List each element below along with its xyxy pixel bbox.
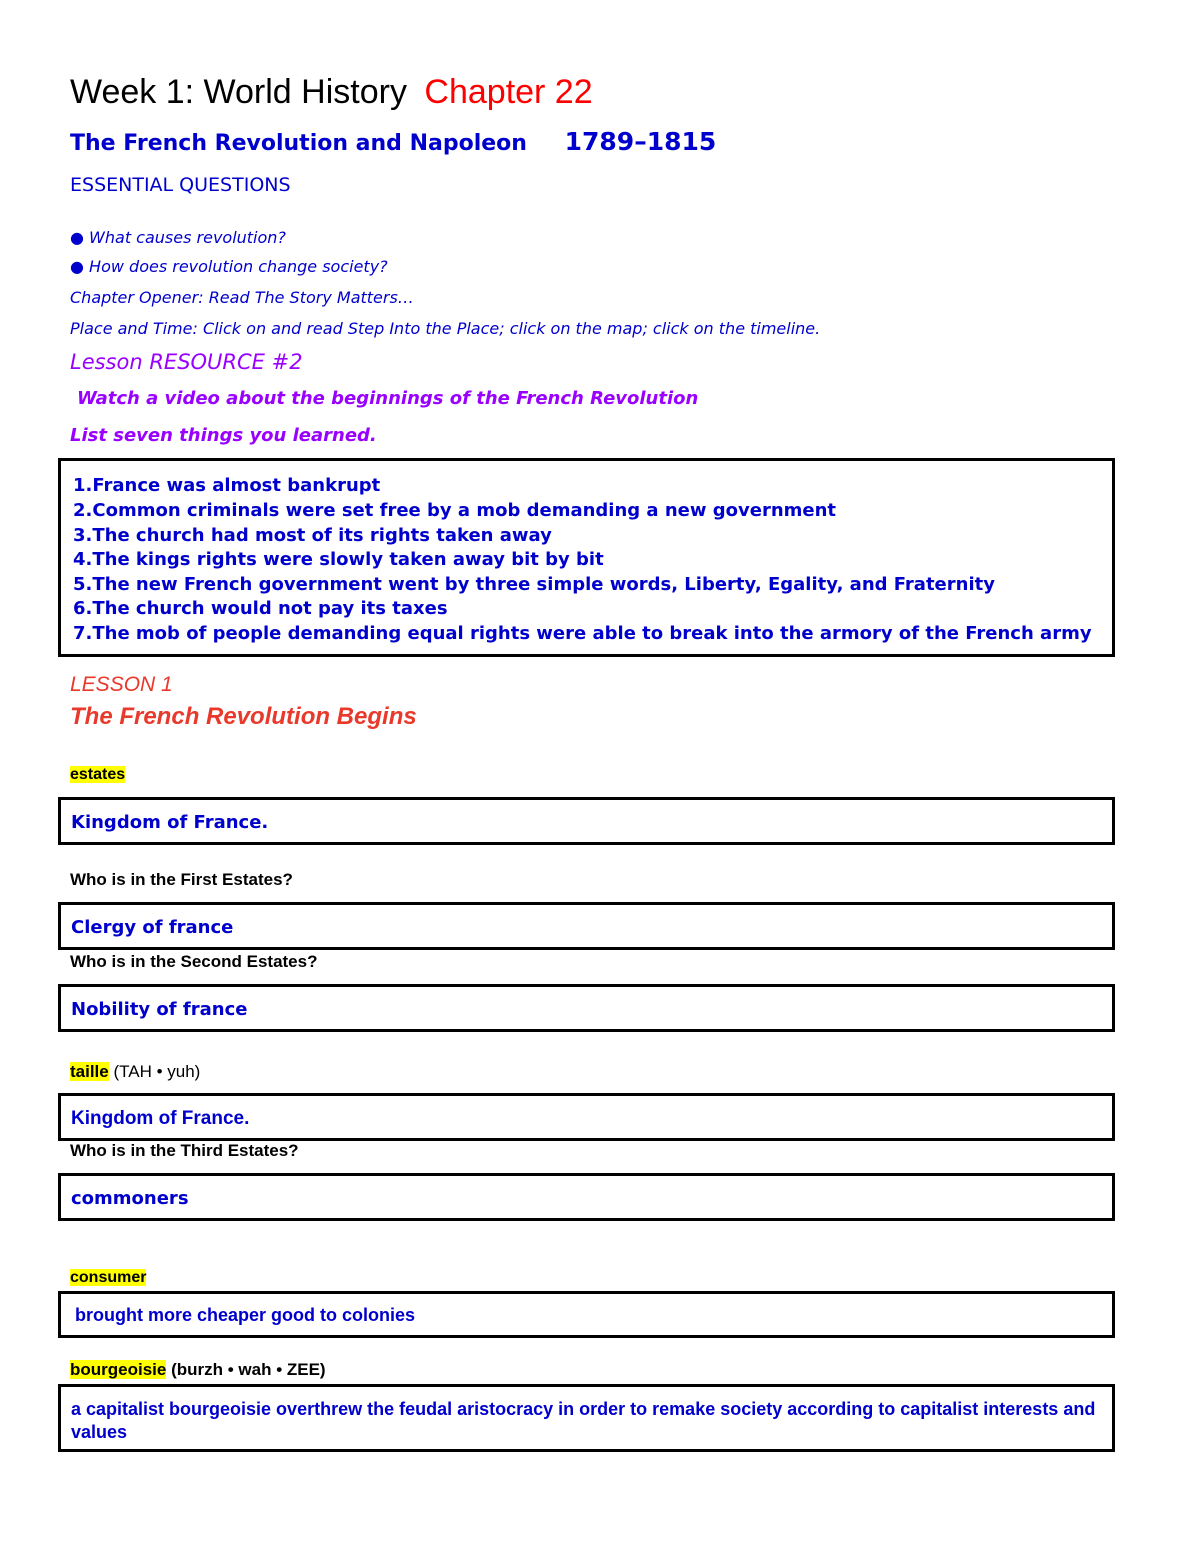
list-item: 3.The church had most of its rights taken away	[73, 525, 552, 546]
lesson-title: The French Revolution Begins	[70, 703, 417, 730]
taille-answer-box[interactable]	[58, 1093, 1115, 1141]
list-item: 4.The kings rights were slowly taken away bit by bit	[73, 549, 604, 570]
first-estates-answer-box[interactable]	[58, 902, 1115, 950]
answer-text: Nobility of france	[71, 999, 248, 1020]
term-highlight: estates	[70, 766, 126, 783]
bourgeoisie-answer-box[interactable]	[58, 1384, 1115, 1452]
title-chapter: Chapter 22	[424, 73, 593, 111]
lesson-label: LESSON 1	[70, 673, 173, 696]
third-estates-answer-box[interactable]	[58, 1173, 1115, 1221]
term-highlight: consumer	[70, 1269, 147, 1286]
subtitle-years: 1789–1815	[564, 127, 717, 156]
estates-answer-box[interactable]	[58, 797, 1115, 845]
list-item: 2.Common criminals were set free by a mob demanding a new government	[73, 500, 837, 521]
consumer-answer-box[interactable]	[58, 1291, 1115, 1338]
resource-video-link[interactable]: Watch a video about the beginnings of the French Revolution	[77, 388, 699, 409]
question-third-estates: Who is in the Third Estates?	[70, 1141, 299, 1160]
resource-title: Lesson RESOURCE #2	[70, 350, 303, 374]
place-and-time: Place and Time: Click on and read Step Into the Place; click on the map; click on the timeline.	[70, 319, 821, 338]
learned-list-box[interactable]	[58, 458, 1115, 657]
question-first-estates: Who is in the First Estates?	[70, 870, 293, 889]
list-item: 6.The church would not pay its taxes	[73, 598, 448, 619]
answer-text: a capitalist bourgeoisie overthrew the feudal aristocracy in order to remake society according to capitalist interests and values	[71, 1399, 1096, 1442]
list-item: 5.The new French government went by three simple words, Liberty, Egality, and Fraternity	[73, 574, 995, 595]
subtitle-text: The French Revolution and Napoleon	[70, 131, 527, 156]
answer-text: Kingdom of France.	[71, 812, 269, 833]
answer-text: Clergy of france	[71, 917, 234, 938]
term-highlight: bourgeoisie	[70, 1360, 167, 1379]
term-highlight: taille	[70, 1062, 109, 1081]
title-prefix: Week 1: World History	[70, 73, 407, 111]
page-title	[70, 72, 593, 112]
pronunciation: (TAH • yuh)	[108, 1062, 201, 1081]
list-item: 7.The mob of people demanding equal rights were able to break into the armory of the French army	[73, 623, 1092, 644]
list-item: 1.France was almost bankrupt	[73, 475, 381, 496]
vocab-term-taille	[70, 1062, 200, 1082]
essential-question-2: ● How does revolution change society?	[70, 257, 388, 276]
chapter-subtitle	[70, 128, 716, 158]
vocab-term-consumer	[70, 1269, 146, 1287]
essential-questions-heading: ESSENTIAL QUESTIONS	[70, 174, 291, 196]
answer-text: commoners	[71, 1188, 189, 1209]
second-estates-answer-box[interactable]	[58, 984, 1115, 1032]
answer-text: Kingdom of France.	[71, 1108, 250, 1129]
vocab-term-bourgeoisie	[70, 1360, 326, 1380]
resource-instruction: List seven things you learned.	[70, 425, 377, 446]
chapter-opener: Chapter Opener: Read The Story Matters…	[70, 288, 414, 307]
vocab-term-estates	[70, 766, 125, 784]
pronunciation: (burzh • wah • ZEE)	[166, 1360, 326, 1379]
essential-question-1: ● What causes revolution?	[70, 228, 286, 247]
answer-text: brought more cheaper good to colonies	[75, 1305, 416, 1325]
question-second-estates: Who is in the Second Estates?	[70, 952, 318, 971]
